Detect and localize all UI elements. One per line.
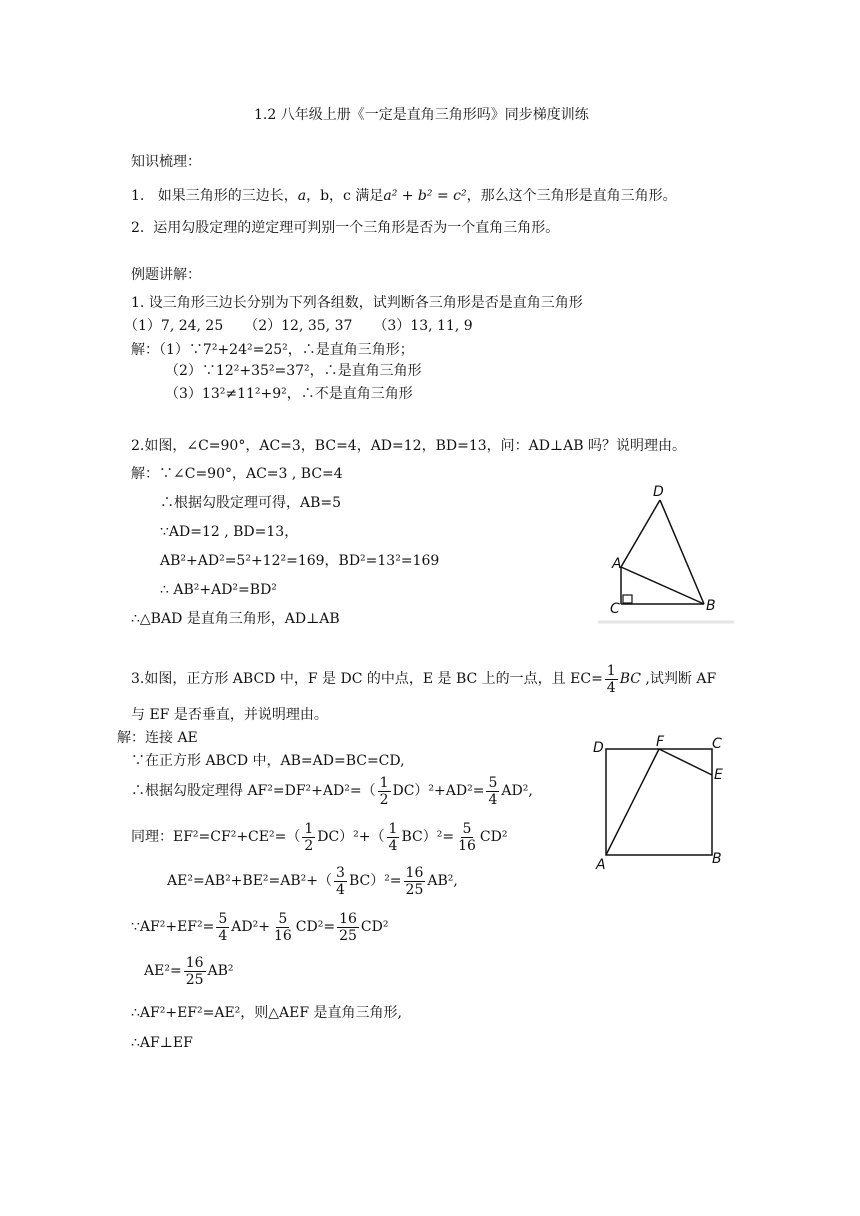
example-3-line-9: ∴AF⊥EF bbox=[131, 1035, 193, 1051]
page-title: 1.2 八年级上册《一定是直角三角形吗》同步梯度训练 bbox=[254, 107, 589, 123]
fraction: $\frac{1}{4}$ bbox=[606, 662, 616, 696]
example-3-line-4: 同理：EF²=CF²+CE²=（ $\frac{1}{2}$ DC）²+（ $\frac{1}{4}$ BC）²= $\frac{5}{16}$ CD² bbox=[131, 820, 508, 854]
example-3-question: 3.如图，正方形 ABCD 中，F 是 DC 的中点，E 是 BC 上的一点，且 EC= $\frac{1}{4}$ BC ,试判断 AF bbox=[131, 662, 717, 696]
example-3-question-line-2: 与 EF 是否垂直，并说明理由。 bbox=[131, 707, 328, 723]
example-3-line-5: AE²=AB²+BE²=AB²+（ $\frac{3}{4}$ BC）²= $\frac{16}{25}$ AB², bbox=[167, 864, 458, 898]
example-2-line-3: ∵AD=12 , BD=13， bbox=[160, 524, 299, 540]
example-1-solution-2: （2）∵12²+35²=37²，∴是直角三角形 bbox=[165, 363, 422, 379]
label-a: A bbox=[596, 857, 606, 873]
segment-db bbox=[660, 500, 704, 604]
example-3-line-7: AE²= $\frac{16}{25}$ AB² bbox=[144, 954, 234, 988]
example-1-question: 1. 设三角形三边长分别为下列各组数，试判断各三角形是否是直角三角形 bbox=[131, 295, 583, 311]
example-3-line-8: ∴AF²+EF²=AE²，则△AEF 是直角三角形, bbox=[131, 1005, 403, 1021]
example-2-line-5: ∴ AB²+AD²=BD² bbox=[160, 582, 277, 598]
example-3-line-2: ∵在正方形 ABCD 中，AB=AD=BC=CD, bbox=[131, 753, 405, 769]
label-d: D bbox=[593, 740, 604, 756]
segment-af bbox=[606, 749, 659, 855]
examples-heading: 例题讲解： bbox=[131, 267, 201, 283]
segment-ab bbox=[621, 567, 704, 604]
example-1-solution-3: （3）13²≠11²+9²，∴不是直角三角形 bbox=[165, 386, 413, 402]
knowledge-heading: 知识梳理： bbox=[131, 154, 201, 170]
example-2-line-4: AB²+AD²=5²+12²=169，BD²=13²=169 bbox=[160, 553, 440, 569]
label-c: C bbox=[610, 601, 620, 617]
label-b: B bbox=[712, 851, 722, 867]
example-3-line-6: ∵AF²+EF²= $\frac{5}{4}$ AD²+ $\frac{5}{16}$ CD²= $\frac{16}{25}$ CD² bbox=[131, 910, 389, 944]
pythagorean-formula: a² + b² = c² bbox=[383, 188, 467, 204]
knowledge-item-1: 1. 如果三角形的三边长，a，b，c 满足a² + b² = c²，那么这个三角形是直角三角形。 bbox=[131, 188, 677, 204]
example-3-line-1: 解：连接 AE bbox=[117, 730, 198, 746]
label-c: C bbox=[712, 736, 722, 752]
example-1-solution-1: 解：（1）∵7²+24²=25²，∴是直角三角形； bbox=[131, 342, 414, 358]
segment-da bbox=[621, 500, 660, 567]
right-angle-mark bbox=[623, 595, 632, 603]
triangle-figure bbox=[596, 480, 736, 630]
example-1-options: （1）7, 24, 25 （2）12, 35, 37 （3）13, 11, 9 bbox=[124, 318, 473, 334]
square-abcd bbox=[606, 749, 712, 855]
example-2-line-6: ∴△BAD 是直角三角形，AD⊥AB bbox=[131, 611, 340, 627]
label-d: D bbox=[653, 484, 664, 500]
square-figure bbox=[588, 732, 738, 874]
label-e: E bbox=[714, 767, 723, 783]
knowledge-item-2: 2. 运用勾股定理的逆定理可判别一个三角形是否为一个直角三角形。 bbox=[131, 220, 560, 236]
example-2-line-1: 解：∵∠C=90°，AC=3 , BC=4 bbox=[131, 466, 343, 482]
example-2-question: 2.如图，∠C=90°，AC=3，BC=4，AD=12，BD=13，问：AD⊥AB 吗？说明理由。 bbox=[131, 438, 686, 454]
segment-fe bbox=[659, 749, 712, 775]
example-3-line-3: ∴根据勾股定理得 AF²=DF²+AD²=（ $\frac{1}{2}$ DC）²+AD²= $\frac{5}{4}$ AD², bbox=[131, 774, 533, 808]
label-f: F bbox=[656, 734, 665, 750]
label-a: A bbox=[612, 556, 622, 572]
example-2-line-2: ∴根据勾股定理可得，AB=5 bbox=[160, 495, 342, 511]
label-b: B bbox=[706, 598, 716, 614]
